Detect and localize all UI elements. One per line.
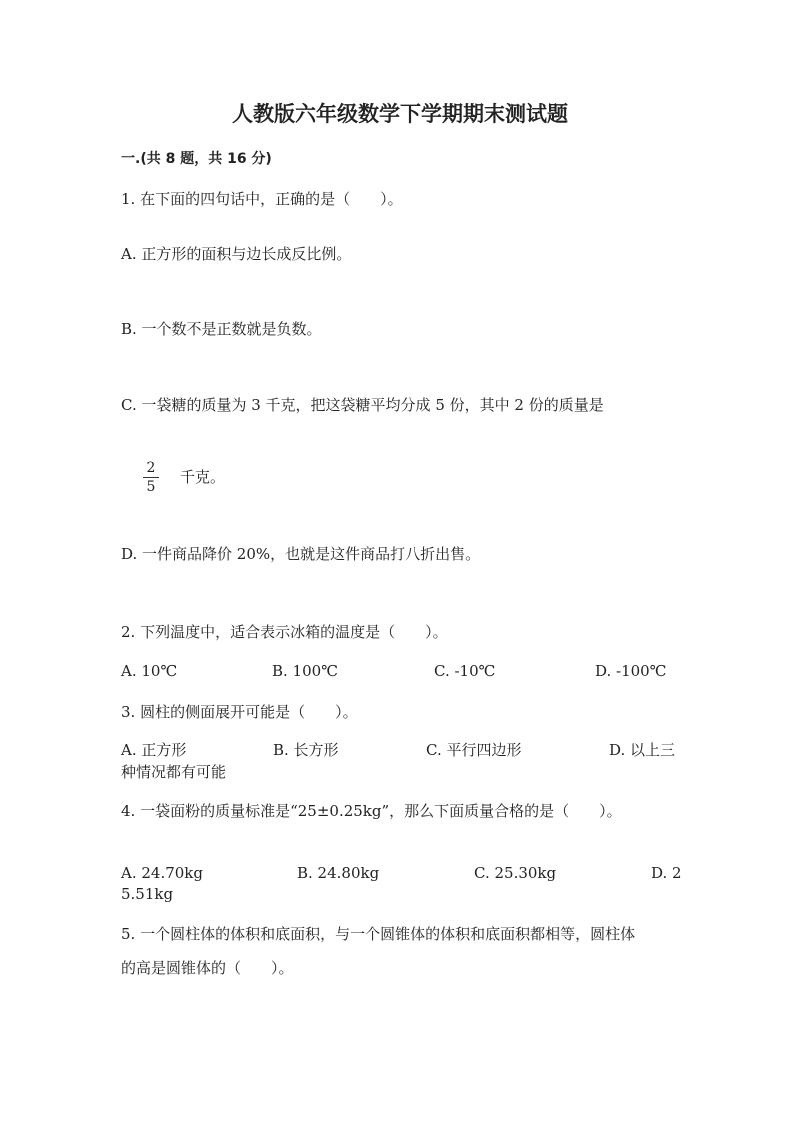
question-1-option-c: C. 一袋糖的质量为 3 千克，把这袋糖平均分成 5 份，其中 2 份的质量是 (121, 396, 604, 414)
question-3-stem: 3. 圆柱的侧面展开可能是（ ）。 (121, 703, 358, 721)
fraction-numerator: 2 (146, 460, 156, 476)
question-3-option-c: C. 平行四边形 (426, 741, 522, 759)
question-5-stem-continued: 的高是圆锥体的（ ）。 (121, 959, 294, 977)
question-4-option-c: C. 25.30kg (474, 864, 557, 882)
question-3-option-d-continued: 种情况都有可能 (121, 763, 227, 781)
question-2-option-b: B. 100℃ (272, 662, 338, 680)
question-2-option-d: D. -100℃ (595, 662, 667, 680)
question-1-option-a: A. 正方形的面积与边长成反比例。 (121, 245, 352, 263)
question-1-option-b: B. 一个数不是正数就是负数。 (121, 320, 322, 338)
question-2-option-a: A. 10℃ (121, 662, 178, 680)
question-2-stem: 2. 下列温度中，适合表示冰箱的温度是（ ）。 (121, 623, 448, 641)
question-3-option-b: B. 长方形 (273, 741, 339, 759)
question-3-option-a: A. 正方形 (121, 741, 187, 759)
question-4-option-d-continued: 5.51kg (121, 885, 174, 903)
section-heading: 一.(共 8 题，共 16 分) (121, 151, 272, 167)
question-5-stem: 5. 一个圆柱体的体积和底面积，与一个圆锥体的体积和底面积都相等，圆柱体 (121, 925, 636, 943)
question-1-option-c-tail: 千克。 (180, 468, 226, 486)
fraction-bar (143, 477, 159, 478)
question-3-option-d: D. 以上三 (609, 741, 676, 759)
question-4-option-b: B. 24.80kg (297, 864, 380, 882)
question-2-option-c: C. -10℃ (434, 662, 496, 680)
fraction-two-fifths (141, 460, 161, 495)
question-4-option-a: A. 24.70kg (121, 864, 204, 882)
question-1-option-d: D. 一件商品降价 20%，也就是这件商品打八折出售。 (121, 545, 481, 563)
fraction-denominator: 5 (146, 479, 156, 495)
question-4-option-d: D. 2 (651, 864, 682, 882)
question-4-stem: 4. 一袋面粉的质量标准是“25±0.25kg”，那么下面质量合格的是（ ）。 (121, 802, 622, 820)
question-1-stem: 1. 在下面的四句话中，正确的是（ ）。 (121, 190, 403, 208)
page-title: 人教版六年级数学下学期期末测试题 (232, 101, 568, 126)
